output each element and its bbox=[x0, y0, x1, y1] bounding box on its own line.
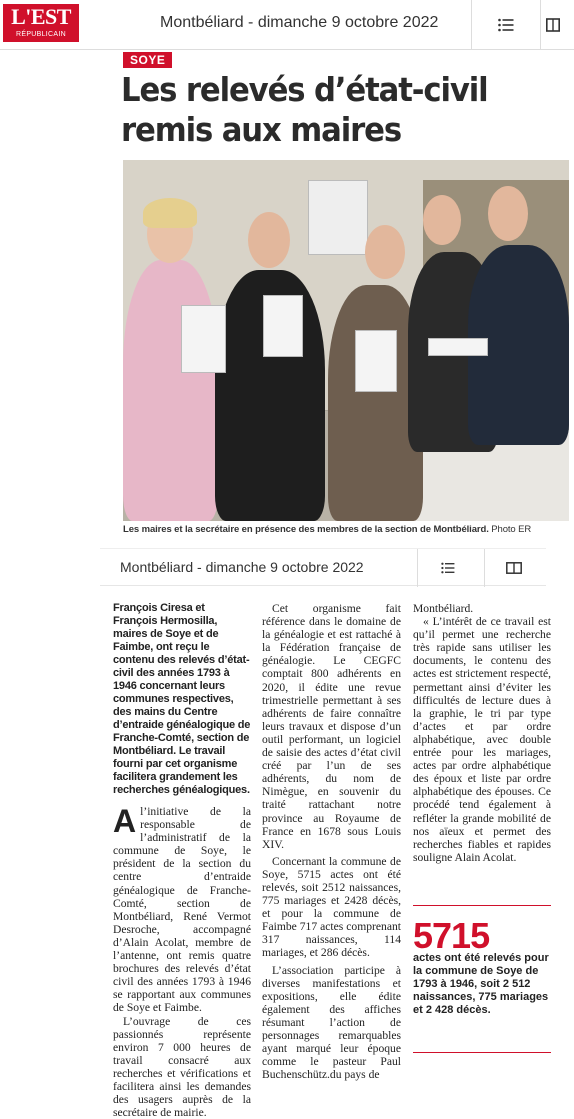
edition-date-secondary: Montbéliard - dimanche 9 octobre 2022 bbox=[120, 559, 364, 575]
photo-credit: Photo ER bbox=[491, 524, 531, 535]
section-tag: SOYE bbox=[123, 52, 172, 68]
edition-date: Montbéliard - dimanche 9 octobre 2022 bbox=[160, 14, 438, 32]
book-icon bbox=[546, 18, 560, 32]
article-title-line2: remis aux maires bbox=[121, 110, 540, 150]
paragraph bbox=[113, 805, 251, 1015]
list-icon bbox=[441, 562, 455, 574]
paragraph: Montbéliard. bbox=[413, 602, 551, 615]
article-title bbox=[121, 70, 540, 150]
photo-head bbox=[365, 225, 405, 279]
paragraph: « L’intérêt de ce travail est qu’il permet une recherche très rapide sans utiliser les documents, le contenu des actes est strictement respecté, permettant ainsi d’éviter les difficultés de lecture dues à la graphie, le tri par type d’actes et par ordre alphabétique, avec double entrée pour les mariages, actes par ordre alphabétique des époux et liste par ordre alphabétique des épouses. Ce procédé tend également à refléter la grande mobilité de nos aïeux et permet des recherches fiables et rapides souligne Alain Acolat. bbox=[413, 615, 551, 864]
pages-view-button-secondary[interactable] bbox=[484, 549, 544, 587]
photo-brochure bbox=[181, 305, 226, 373]
article-column-2 bbox=[262, 602, 401, 1081]
top-bar bbox=[0, 0, 574, 50]
drop-cap: A bbox=[113, 807, 136, 835]
list-view-button-secondary[interactable] bbox=[418, 549, 478, 587]
article-column-1 bbox=[113, 602, 251, 1119]
photo-brochure bbox=[263, 295, 303, 357]
logo-subtitle: RÉPUBLICAIN bbox=[3, 30, 79, 39]
paragraph: Cet organisme fait référence dans le domaine de la généalogie et est rattaché à la Fédération française de généalogie. Le CEGFC comptait 800 adhérents en 2020, il édite une revue trimestrielle permettant à ses adhérents de faire connaître leurs travaux et dispose d’un outil performant, un logiciel de saisie des actes d’état civil créé par l’un de ses adhérents, du nom de Nimègue, en souvenir du traité rattachant notre province au Royaume de France en 1678 sous Louis XIV. bbox=[262, 602, 401, 851]
stat-bottom-rule bbox=[413, 1052, 551, 1053]
photo-person bbox=[123, 260, 218, 521]
photo-hair bbox=[143, 198, 197, 228]
logo-title: L'EST bbox=[3, 4, 79, 30]
newspaper-logo[interactable] bbox=[3, 4, 79, 42]
photo-poster bbox=[308, 180, 368, 255]
photo-head bbox=[248, 212, 290, 268]
paragraph: L’ouvrage de ces passionnés représente environ 7 000 heures de travail consacré aux recherches et vérifications et facilitera ainsi les demandes des usagers auprès de la secrétaire de mairie. bbox=[113, 1015, 251, 1119]
photo-brochure bbox=[428, 338, 488, 356]
stat-top-rule bbox=[413, 905, 551, 906]
photo-head bbox=[423, 195, 461, 245]
article-title-line1: Les relevés d’état-civil bbox=[121, 70, 540, 110]
page-nav-bar bbox=[100, 548, 546, 586]
book-icon bbox=[506, 562, 522, 574]
article-photo[interactable] bbox=[123, 160, 569, 521]
paragraph: Concernant la commune de Soye, 5715 actes ont été relevés, soit 2512 naissances, 775 mariages et 2428 décès, et pour la commune de Faimbe 717 actes comprenant 317 naissances, 114 mariages, et 286 décès. bbox=[262, 855, 401, 960]
article-column-3 bbox=[413, 602, 551, 864]
caption-text: Les maires et la secrétaire en présence des membres de la section de Montbéliard. bbox=[123, 524, 489, 535]
list-view-button[interactable] bbox=[476, 0, 536, 50]
paragraph: L’association participe à diverses manifestations et expositions, elle édite également des affiches résumant l’action de personnages remarquables ayant marqué leur époque comme le pasteur Paul Buchenschütz.du pays de bbox=[262, 964, 401, 1082]
list-icon bbox=[498, 18, 514, 32]
stat-number: 5715 bbox=[413, 915, 489, 957]
article-lead: François Ciresa et François Hermosilla, maires de Soye et de Faimbe, ont reçu le contenu des relevés d’état-civil des années 1793 à 1946 concernant leurs communes respectives, des mains du Centre d’entraide généalogique de Franche-Comté, section de Montbéliard. Le travail fourni par cet organisme facilitera grandement les recherches généalogiques. bbox=[113, 602, 251, 797]
divider bbox=[471, 0, 472, 50]
photo-head bbox=[488, 186, 528, 241]
photo-caption bbox=[123, 524, 531, 535]
pages-view-button[interactable] bbox=[540, 0, 574, 50]
photo-brochure bbox=[355, 330, 397, 392]
paragraph-text: l’initiative de la responsable de l’administratif de la commune de Soye, le président de la section du centre d’entraide généalogique de Franche-Comté, section de Montbéliard, René Vermot Desroche, accompagné d’Alain Acolat, membre de l’antenne, ont remis quatre brochures des relevés d’état civil des années 1793 à 1946 se rapportant aux communes de Soye et Faimbe. bbox=[113, 805, 251, 1014]
stat-text: actes ont été relevés pour la commune de Soye de 1793 à 1946, soit 2 512 naissances, 775 mariages et 2 428 décès. bbox=[413, 952, 558, 1017]
